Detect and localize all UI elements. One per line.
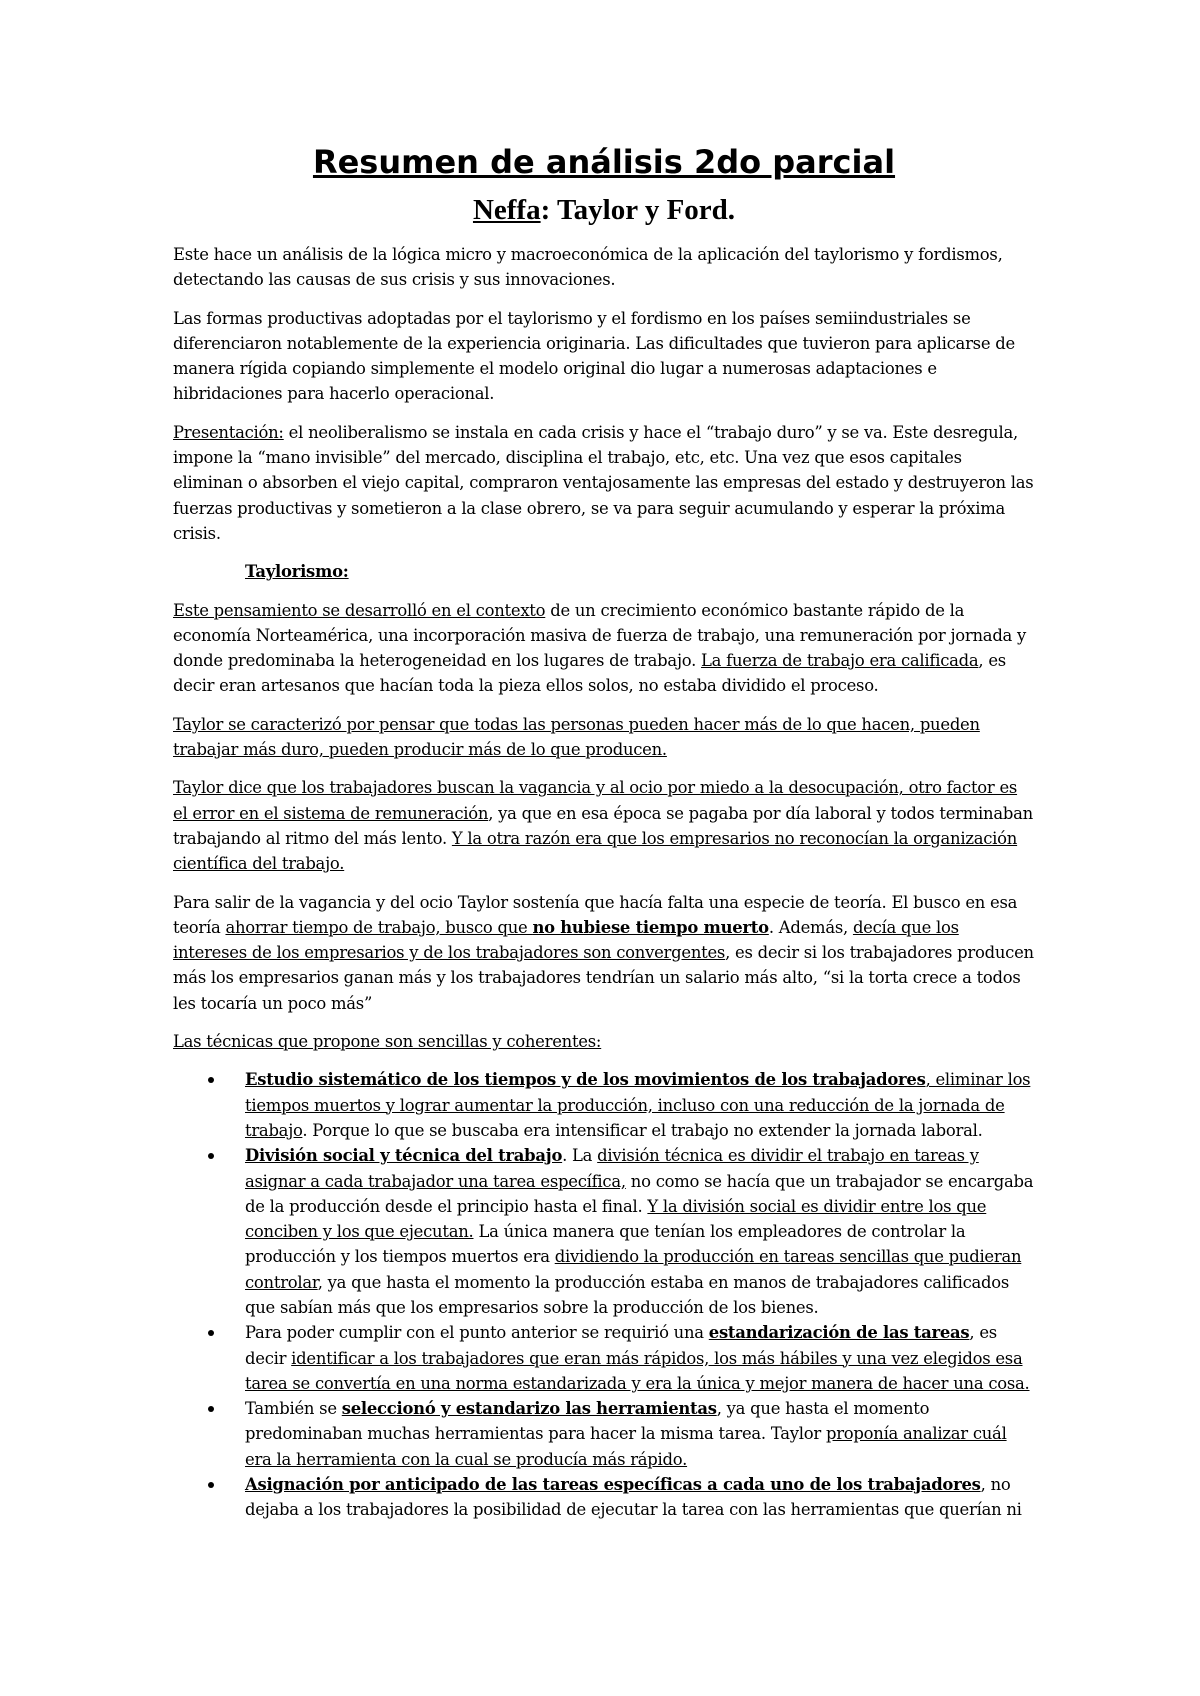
paragraph-techniques-intro [173, 1029, 1035, 1054]
subtitle-author: Neffa [472, 194, 541, 226]
document-title: Resumen de análisis 2do parcial [312, 143, 896, 181]
list-item [173, 1143, 1035, 1320]
vagancia-underlined: Taylor dice que los trabajadores buscan la vagancia y al ocio por miedo a la desocupación, otro factor es el error en el sistema de remuneración [173, 778, 1018, 823]
b5-bold: Asignación por anticipado de las tareas específicas a cada uno de los trabajadores [245, 1475, 981, 1495]
b3-underlined: identificar a los trabajadores que eran más rápidos, los más hábiles y una vez elegidos esa tarea se convertía en una norma estandarizada y era la única y mejor manera de hacer una cosa. [245, 1348, 1030, 1393]
paragraph-context [173, 598, 1035, 699]
context-text: de un crecimiento económico bastante rápido de la economía Norteamérica, una incorporación masiva de fuerza de trabajo, una remuneración por jornada y donde predominaba la heterogeneidad en los lugares de trabajo. [173, 600, 1027, 671]
context-qualified-labor: La fuerza de trabajo era calificada [701, 651, 979, 671]
vagancia-text: , ya que en esa época se pagaba por día laboral y todos terminaban trabajando al ritmo del más lento. [173, 803, 1033, 848]
b2-text-3: La única manera que tenían los empleadores de controlar la producción y los tiempos muertos era [245, 1222, 966, 1267]
b1-text: . Porque lo que se buscaba era intensificar el trabajo no extender la jornada laboral. [302, 1120, 983, 1140]
presentation-label: Presentación: [173, 422, 284, 442]
b4-text: También se [245, 1399, 342, 1419]
b2-underlined-3: dividiendo la producción en tareas sencillas que pudieran controlar [245, 1247, 1022, 1292]
section-heading-taylorismo [245, 559, 1035, 584]
b2-bold: División social y técnica del trabajo [245, 1146, 563, 1166]
paragraph-intro: Este hace un análisis de la lógica micro y macroeconómica de la aplicación del taylorismo y fordismos, detectando las causas de sus crisis y sus innovaciones. [173, 245, 1003, 290]
section-heading-text: Taylorismo: [245, 562, 349, 582]
bullet-icon [208, 1077, 214, 1083]
b3-bold: estandarización de las tareas [708, 1323, 970, 1343]
b4-underlined: proponía analizar cuál era la herramienta con la cual se producía más rápido. [245, 1424, 1007, 1469]
document-body [173, 140, 1035, 1523]
b4-text-2: , ya que hasta el momento predominaban muchas herramientas para hacer la misma tarea. Taylor [245, 1399, 930, 1444]
paragraph-taylor-thinking [173, 712, 1035, 763]
b5-text: , no dejaba a los trabajadores la posibilidad de ejecutar la tarea con las herramientas que querían ni [245, 1475, 1022, 1520]
b2-text: . La [562, 1146, 598, 1166]
b4-bold: seleccionó y estandarizo las herramientas [341, 1399, 717, 1419]
theory-text: Para salir de la vagancia y del ocio Taylor sostenía que hacía falta una especie de teoría. El busco en esa teoría [173, 892, 1018, 937]
theory-underlined-2: decía que los intereses de los empresarios y de los trabajadores son convergentes [173, 917, 959, 963]
list-item [173, 1396, 1035, 1472]
b1-underlined: , eliminar los tiempos muertos y lograr aumentar la producción, incluso con una reducción de la jornada de trabajo [245, 1070, 1031, 1140]
context-text-end: , es decir eran artesanos que hacían toda la pieza ellos solos, no estaba dividido el proceso. [173, 651, 1006, 696]
theory-text-2: . Además, [768, 917, 853, 937]
theory-underlined: ahorrar tiempo de trabajo, busco que [225, 917, 533, 937]
bullet-icon [208, 1330, 214, 1336]
paragraph-theory [173, 890, 1035, 1016]
b2-underlined-2: Y la división social es dividir entre los que conciben y los que ejecutan. [245, 1196, 987, 1242]
theory-text-end: , es decir si los trabajadores producen más los empresarios ganan más y los trabajadores tendrían un salario más alto, “si la torta crece a todos les tocaría un poco más” [173, 943, 1034, 1013]
subtitle-rest: : Taylor y Ford. [540, 194, 736, 226]
paragraph-productive-forms: Las formas productivas adoptadas por el taylorismo y el fordismo en los países semiindustriales se diferenciaron notablemente de la experiencia originaria. Las dificultades que tuvieron para aplicarse de manera rígida copiando simplemente el modelo original dio lugar a numerosas adaptaciones e hibridaciones para hacerlo operacional. [173, 308, 1015, 404]
b2-text-2: no como se hacía que un trabajador se encargaba de la producción desde el principio hasta el final. [245, 1171, 1034, 1216]
list-item [173, 1472, 1035, 1523]
techniques-list [173, 1067, 1035, 1522]
b3-text-2: , es decir [245, 1323, 997, 1368]
bullet-icon [208, 1406, 214, 1412]
document-subtitle [173, 190, 1035, 230]
paragraph-taylor-vagancia [173, 775, 1035, 876]
theory-bold: no hubiese tiempo muerto [532, 917, 769, 937]
vagancia-underlined-end: Y la otra razón era que los empresarios no reconocían la organización científica del trabajo. [173, 828, 1018, 874]
b2-underlined: división técnica es dividir el trabajo en tareas y asignar a cada trabajador una tarea específica, [245, 1146, 979, 1191]
list-item [173, 1067, 1035, 1143]
taylor-thinking-text: Taylor se caracterizó por pensar que todas las personas pueden hacer más de lo que hacen, pueden trabajar más duro, pueden producir más de lo que producen. [173, 714, 980, 760]
bullet-icon [208, 1153, 214, 1159]
presentation-text: el neoliberalismo se instala en cada crisis y hace el “trabajo duro” y se va. Este desregula, impone la “mano invisible” del mercado, disciplina el trabajo, etc, etc. Una vez que esos capitales eliminan o absorben el viejo capital, compraron ventajosamente las empresas del estado y destruyeron las fuerzas productivas y sometieron a la clase obrero, se va para seguir acumulando y esperar la próxima crisis. [173, 422, 1034, 543]
techniques-intro-text: Las técnicas que propone son sencillas y coherentes: [173, 1032, 602, 1052]
list-item [173, 1320, 1035, 1396]
b3-text: Para poder cumplir con el punto anterior se requirió una [245, 1323, 709, 1343]
b2-text-end: , ya que hasta el momento la producción estaba en manos de trabajadores calificados que sabían más que los empresarios sobre la producción de los bienes. [245, 1272, 1010, 1317]
bullet-icon [208, 1482, 214, 1488]
context-underlined: Este pensamiento se desarrolló en el contexto [173, 600, 546, 620]
paragraph-presentation [173, 420, 1035, 546]
b1-bold: Estudio sistemático de los tiempos y de los movimientos de los trabajadores [245, 1070, 926, 1090]
